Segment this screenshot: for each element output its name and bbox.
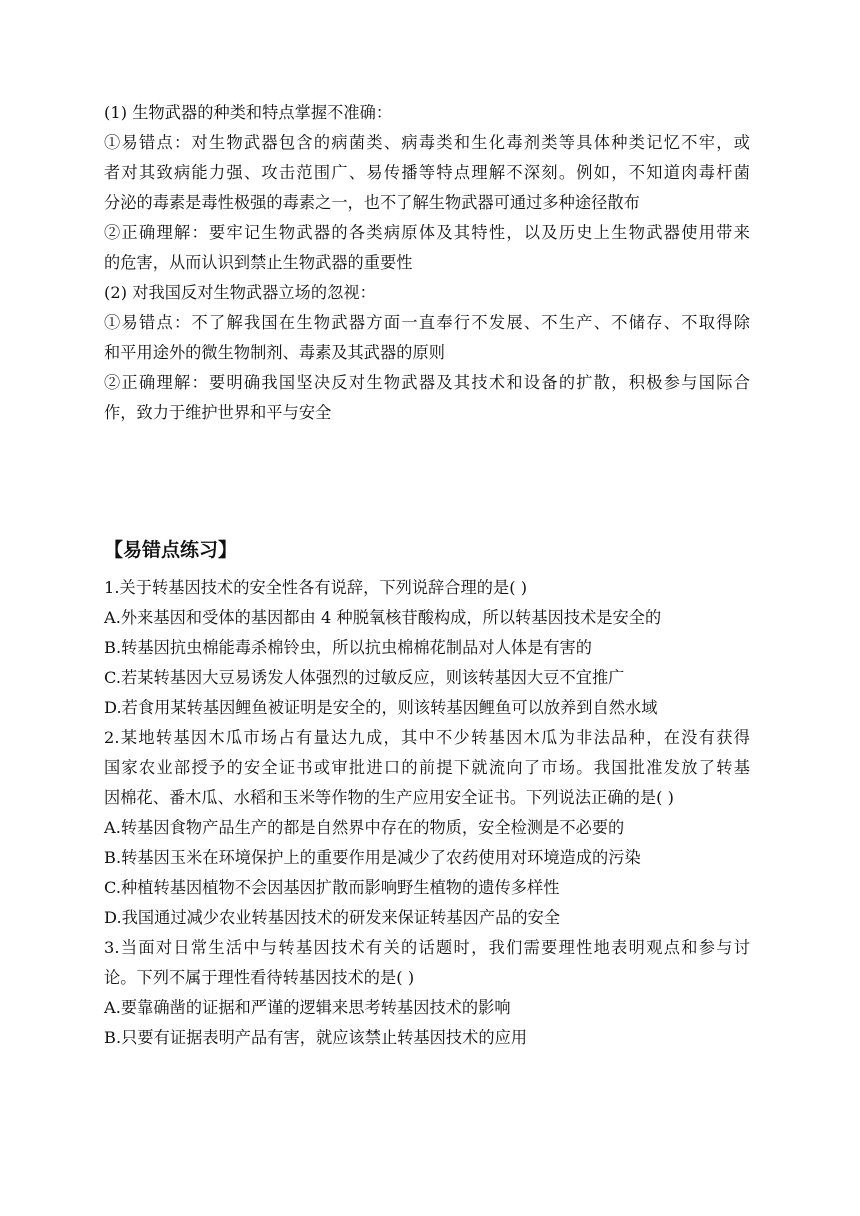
q1-option-c: C.若某转基因大豆易诱发人体强烈的过敏反应，则该转基因大豆不宜推广 bbox=[104, 668, 625, 687]
intro-line-6: 的危害，从而认识到禁止生物武器的重要性 bbox=[104, 253, 413, 272]
question-3-line-2: 论。下列不属于理性看待转基因技术的是( ) bbox=[104, 968, 415, 987]
intro-line-1: (1) 生物武器的种类和特点掌握不准确： bbox=[104, 103, 393, 122]
intro-line-5: ②正确理解：要牢记生物武器的各类病原体及其特性，以及历史上生物武器使用带来 bbox=[104, 223, 750, 242]
q2-option-b: B.转基因玉米在环境保护上的重要作用是减少了农药使用对环境造成的污染 bbox=[104, 848, 641, 867]
q1-option-d: D.若食用某转基因鲤鱼被证明是安全的，则该转基因鲤鱼可以放养到自然水域 bbox=[104, 698, 658, 717]
intro-line-8: ①易错点：不了解我国在生物武器方面一直奉行不发展、不生产、不储存、不取得除 bbox=[104, 313, 750, 332]
intro-section bbox=[104, 98, 750, 428]
intro-line-11: 作，致力于维护世界和平与安全 bbox=[104, 403, 332, 422]
intro-line-9: 和平用途外的微生物制剂、毒素及其武器的原则 bbox=[104, 343, 445, 362]
q1-option-b: B.转基因抗虫棉能毒杀棉铃虫，所以抗虫棉棉花制品对人体是有害的 bbox=[104, 638, 593, 657]
q1-option-a: A.外来基因和受体的基因都由 4 种脱氧核苷酸构成，所以转基因技术是安全的 bbox=[104, 608, 662, 627]
question-3-line-1: 3.当面对日常生活中与转基因技术有关的话题时，我们需要理性地表明观点和参与讨 bbox=[104, 938, 750, 957]
question-1: 1.关于转基因技术的安全性各有说辞，下列说辞合理的是( ) bbox=[104, 578, 528, 597]
question-2-line-1: 2.某地转基因木瓜市场占有量达九成，其中不少转基因木瓜为非法品种，在没有获得 bbox=[104, 728, 750, 747]
intro-line-2: ①易错点：对生物武器包含的病菌类、病毒类和生化毒剂类等具体种类记忆不牢，或 bbox=[104, 133, 750, 152]
intro-line-3: 者对其致病能力强、攻击范围广、易传播等特点理解不深刻。例如，不知道肉毒杆菌 bbox=[104, 163, 750, 182]
q2-option-c: C.种植转基因植物不会因基因扩散而影响野生植物的遗传多样性 bbox=[104, 878, 560, 897]
q3-option-a: A.要靠确凿的证据和严谨的逻辑来思考转基因技术的影响 bbox=[104, 998, 511, 1017]
question-2-line-3: 因棉花、番木瓜、水稻和玉米等作物的生产应用安全证书。下列说法正确的是( ) bbox=[104, 788, 674, 807]
practice-heading: 【易错点练习】 bbox=[104, 539, 238, 561]
intro-line-4: 分泌的毒素是毒性极强的毒素之一，也不了解生物武器可通过多种途径散布 bbox=[104, 193, 640, 212]
q2-option-d: D.我国通过减少农业转基因技术的研发来保证转基因产品的安全 bbox=[104, 908, 561, 927]
q2-option-a: A.转基因食物产品生产的都是自然界中存在的物质，安全检测是不必要的 bbox=[104, 818, 625, 837]
intro-line-7: (2) 对我国反对生物武器立场的忽视： bbox=[104, 283, 376, 302]
q3-option-b: B.只要有证据表明产品有害，就应该禁止转基因技术的应用 bbox=[104, 1028, 528, 1047]
practice-section bbox=[104, 573, 750, 1053]
intro-line-10: ②正确理解：要明确我国坚决反对生物武器及其技术和设备的扩散，积极参与国际合 bbox=[104, 373, 750, 392]
question-2-line-2: 国家农业部授予的安全证书或审批进口的前提下就流向了市场。我国批准发放了转基 bbox=[104, 758, 750, 777]
